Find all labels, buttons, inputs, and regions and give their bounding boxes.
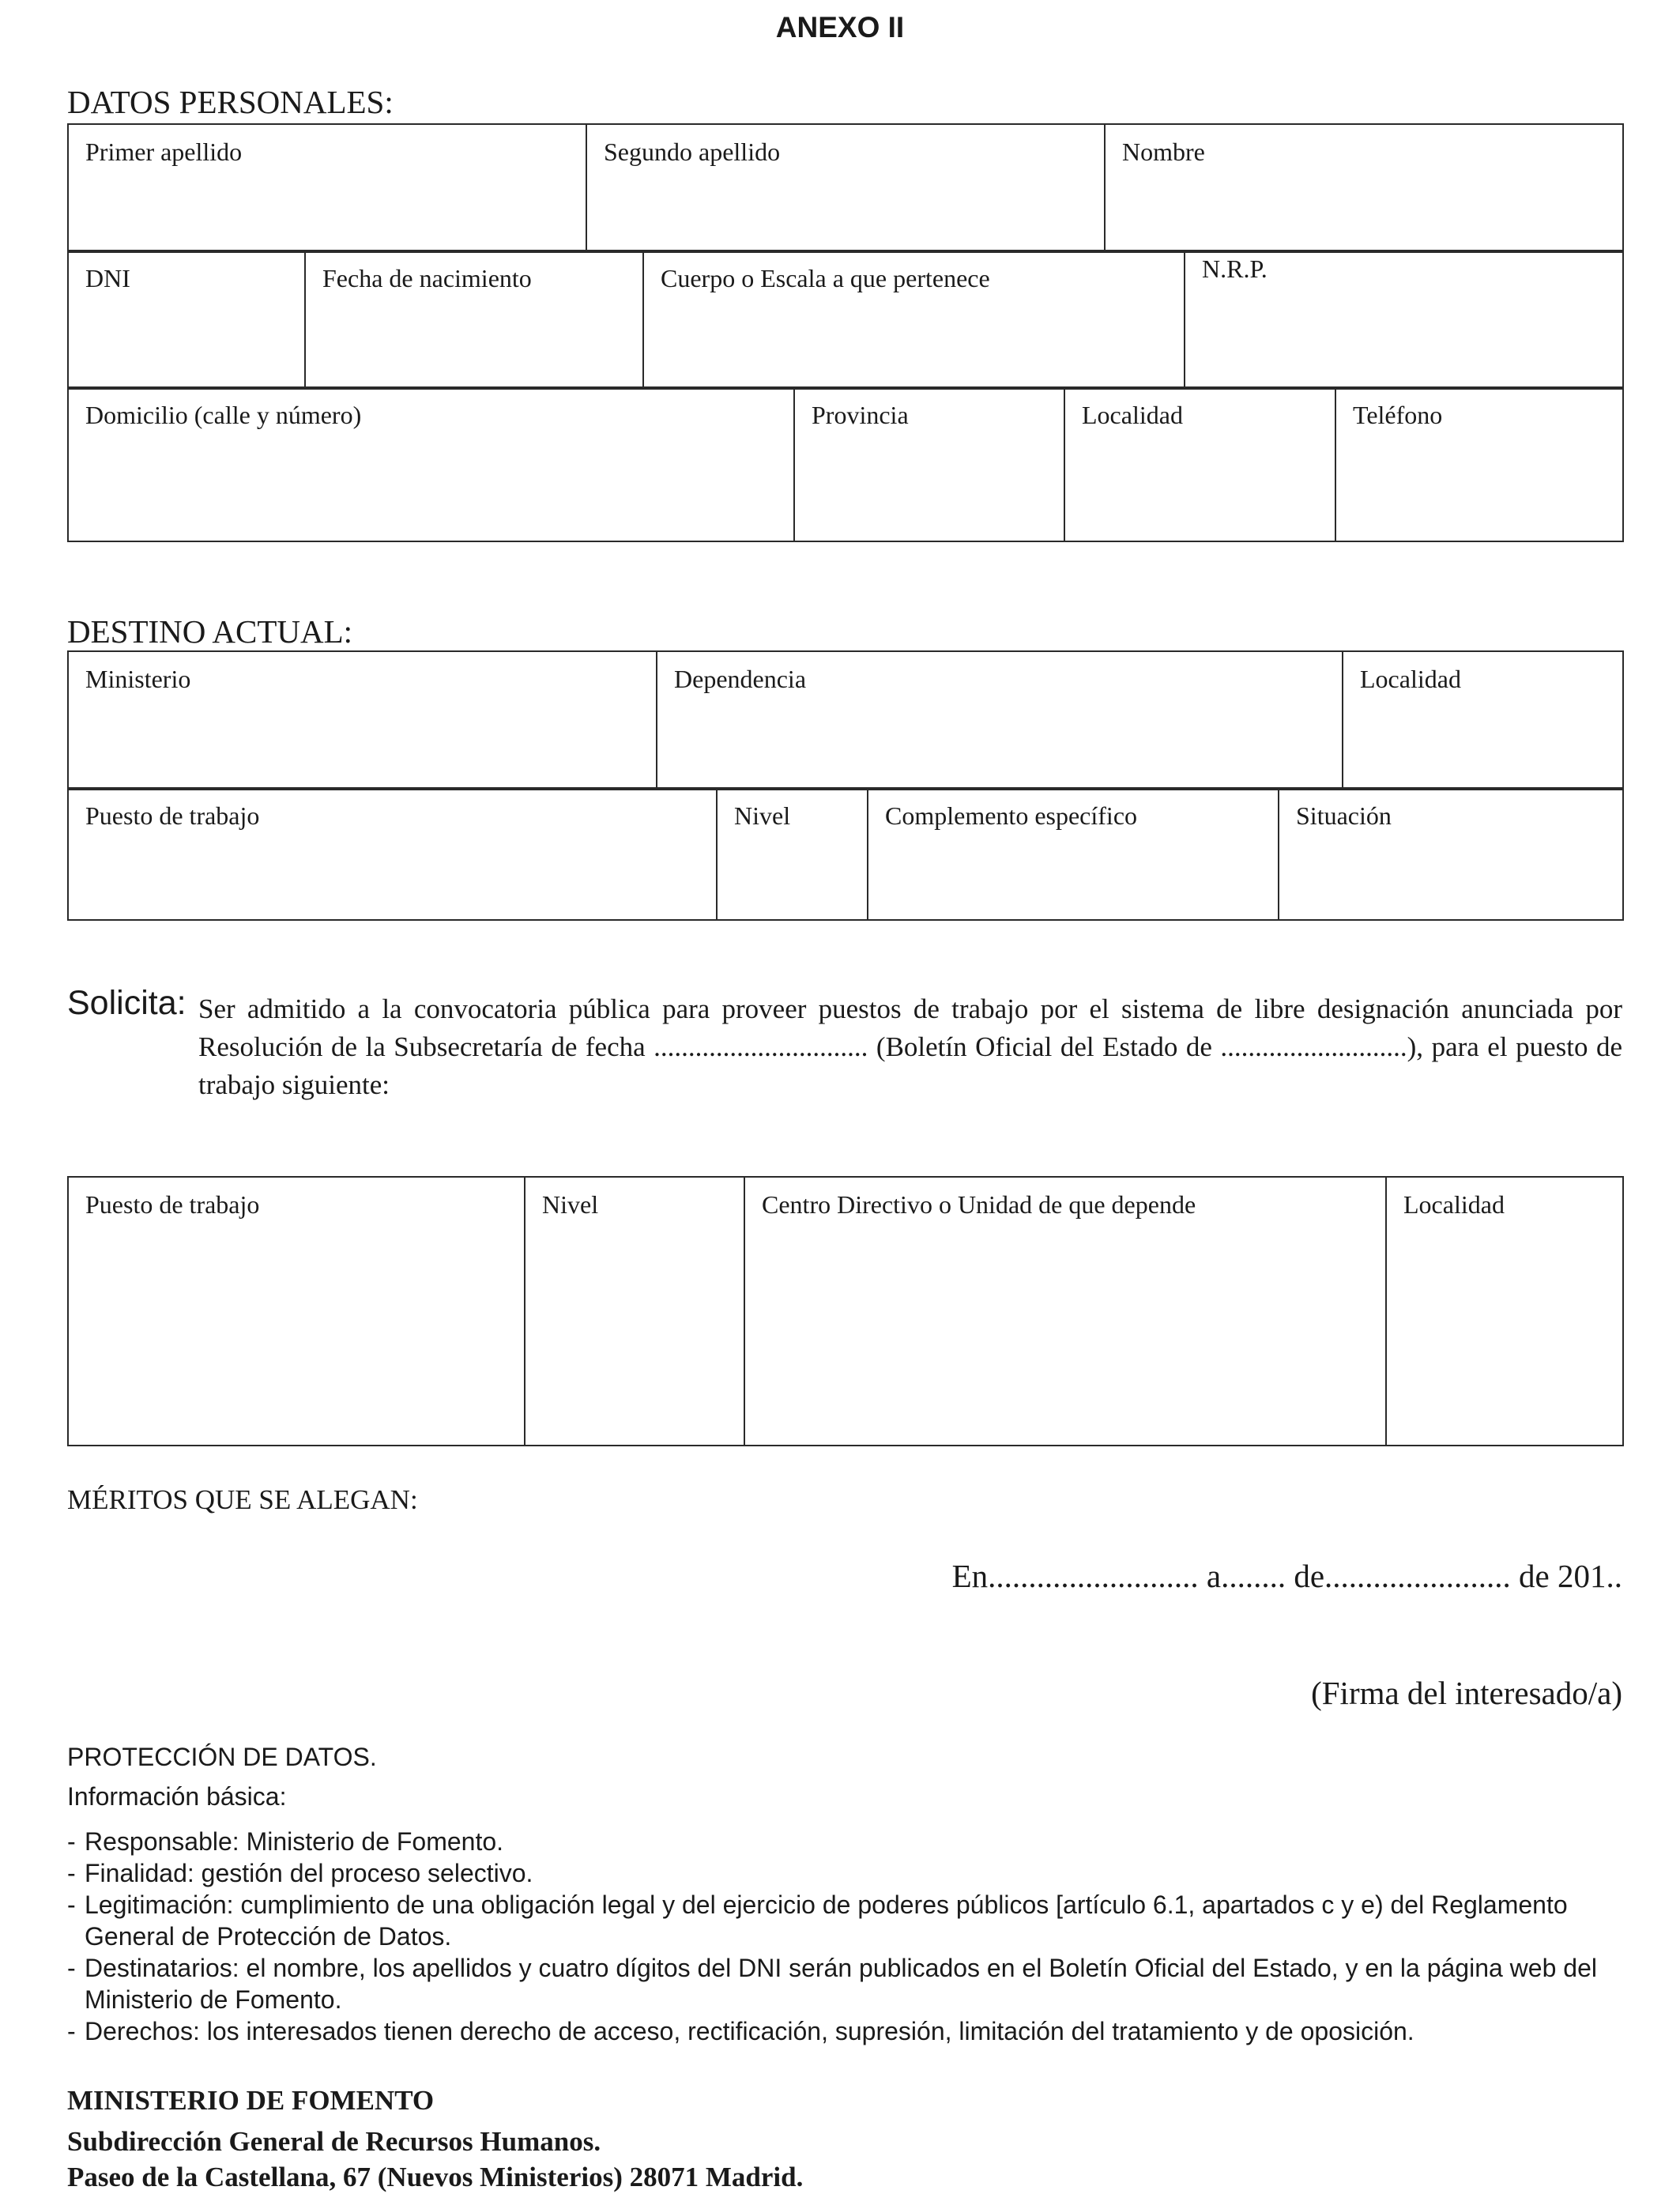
field-label: Nivel: [542, 1190, 599, 1219]
list-item-text: Derechos: los interesados tienen derecho de acceso, rectificación, supresión, limitación del tratamiento y de oposición.: [85, 2017, 1414, 2045]
field-label: Complemento específico: [885, 801, 1138, 830]
field-label: Ministerio: [85, 665, 191, 693]
field-label: Localidad: [1082, 401, 1183, 429]
list-item: - Responsable: Ministerio de Fomento.: [67, 1827, 504, 1856]
fecha-nacimiento-field[interactable]: [305, 251, 643, 389]
proteccion-datos-list: [67, 1826, 1616, 2047]
solicita-text: Ser admitido a la convocatoria pública para proveer puestos de trabajo por el sistema de libre designación anunciada por Resolución de la Subsecretaría de fecha ............................... (Boletín Oficial del Estado de ...........................), para el puesto de trabajo siguiente:: [198, 993, 1622, 1100]
field-label: Provincia: [812, 401, 909, 429]
complemento-especifico-field[interactable]: [868, 788, 1279, 920]
domicilio-field[interactable]: [68, 387, 794, 541]
situacion-field[interactable]: [1279, 788, 1623, 920]
telefono-field[interactable]: [1335, 387, 1623, 541]
destino-actual-row-1: [67, 650, 1624, 790]
list-item: - Destinatarios: el nombre, los apellidos y cuatro dígitos del DNI serán publicados en el Boletín Oficial del Estado, y en la página web del Ministerio de Fomento.: [67, 1954, 1597, 2014]
field-label: N.R.P.: [1202, 254, 1268, 283]
list-item-text: Responsable: Ministerio de Fomento.: [85, 1827, 504, 1856]
nombre-field[interactable]: [1105, 124, 1623, 252]
puesto-trabajo-solicitado-field[interactable]: [68, 1177, 525, 1446]
organismo-address: Paseo de la Castellana, 67 (Nuevos Ministerios) 28071 Madrid.: [67, 2162, 804, 2192]
organismo-name: MINISTERIO DE FOMENTO: [67, 2085, 435, 2116]
field-label: Puesto de trabajo: [85, 1190, 260, 1219]
destino-actual-heading: DESTINO ACTUAL:: [67, 613, 353, 650]
meritos-heading: MÉRITOS QUE SE ALEGAN:: [67, 1484, 418, 1515]
list-item-text: Destinatarios: el nombre, los apellidos y cuatro dígitos del DNI serán publicados en el Boletín Oficial del Estado, y en la página web del Ministerio de Fomento.: [85, 1954, 1597, 2014]
datos-personales-row-3: [67, 386, 1624, 542]
destino-actual-row-2: [67, 787, 1624, 921]
solicita-label: Solicita:: [67, 984, 186, 1022]
list-item-text: Finalidad: gestión del proceso selectivo.: [85, 1859, 533, 1887]
dni-field[interactable]: [68, 251, 305, 389]
primer-apellido-field[interactable]: [68, 124, 586, 252]
field-label: Segundo apellido: [604, 138, 781, 166]
field-label: Puesto de trabajo: [85, 801, 260, 830]
provincia-field[interactable]: [794, 387, 1064, 541]
organismo-subdireccion: Subdirección General de Recursos Humanos.: [67, 2126, 601, 2157]
list-item-text: Legitimación: cumplimiento de una obligación legal y del ejercicio de poderes públicos [artículo 6.1, apartados c y e) del Reglamento General de Protección de Datos.: [85, 1891, 1568, 1951]
ministerio-field[interactable]: [68, 651, 657, 790]
field-label: Primer apellido: [85, 138, 243, 166]
list-item: - Finalidad: gestión del proceso selectivo.: [67, 1859, 533, 1887]
field-label: Nivel: [734, 801, 791, 830]
field-label: Situación: [1296, 801, 1392, 830]
informacion-basica-label: Información básica:: [67, 1782, 287, 1811]
nivel-solicitado-field[interactable]: [525, 1177, 744, 1446]
field-label: Dependencia: [674, 665, 807, 693]
field-label: Localidad: [1403, 1190, 1505, 1219]
field-label: Localidad: [1360, 665, 1461, 693]
field-label: Domicilio (calle y número): [85, 401, 362, 429]
localidad-solicitada-field[interactable]: [1386, 1177, 1623, 1446]
field-label: Centro Directivo o Unidad de que depende: [762, 1190, 1196, 1219]
document-title: ANEXO II: [775, 11, 905, 43]
date-place-line[interactable]: En.......................... a........ de....................... de 201..: [951, 1558, 1622, 1594]
proteccion-datos-title: PROTECCIÓN DE DATOS.: [67, 1743, 377, 1771]
datos-personales-row-2: [67, 250, 1624, 390]
list-item: - Legitimación: cumplimiento de una obligación legal y del ejercicio de poderes públicos [artículo 6.1, apartados c y e) del Reglamento General de Protección de Datos.: [67, 1891, 1568, 1951]
field-label: DNI: [85, 264, 130, 292]
field-label: Teléfono: [1353, 401, 1443, 429]
segundo-apellido-field[interactable]: [586, 124, 1105, 252]
cuerpo-escala-field[interactable]: [643, 251, 1185, 389]
nivel-actual-field[interactable]: [717, 788, 868, 920]
datos-personales-heading: DATOS PERSONALES:: [67, 84, 394, 120]
localidad-actual-field[interactable]: [1343, 651, 1623, 790]
list-item: - Derechos: los interesados tienen derecho de acceso, rectificación, supresión, limitación del tratamiento y de oposición.: [67, 2017, 1414, 2045]
field-label: Nombre: [1122, 138, 1205, 166]
field-label: Fecha de nacimiento: [322, 264, 532, 292]
nrp-field[interactable]: [1185, 251, 1623, 389]
puesto-trabajo-actual-field[interactable]: [68, 788, 717, 920]
dependencia-field[interactable]: [657, 651, 1343, 790]
field-label: Cuerpo o Escala a que pertenece: [661, 264, 990, 292]
localidad-field[interactable]: [1064, 387, 1335, 541]
puesto-solicitado-table: [67, 1176, 1624, 1446]
centro-directivo-field[interactable]: [744, 1177, 1386, 1446]
datos-personales-row-1: [67, 123, 1624, 253]
signature-label: (Firma del interesado/a): [1311, 1675, 1622, 1711]
